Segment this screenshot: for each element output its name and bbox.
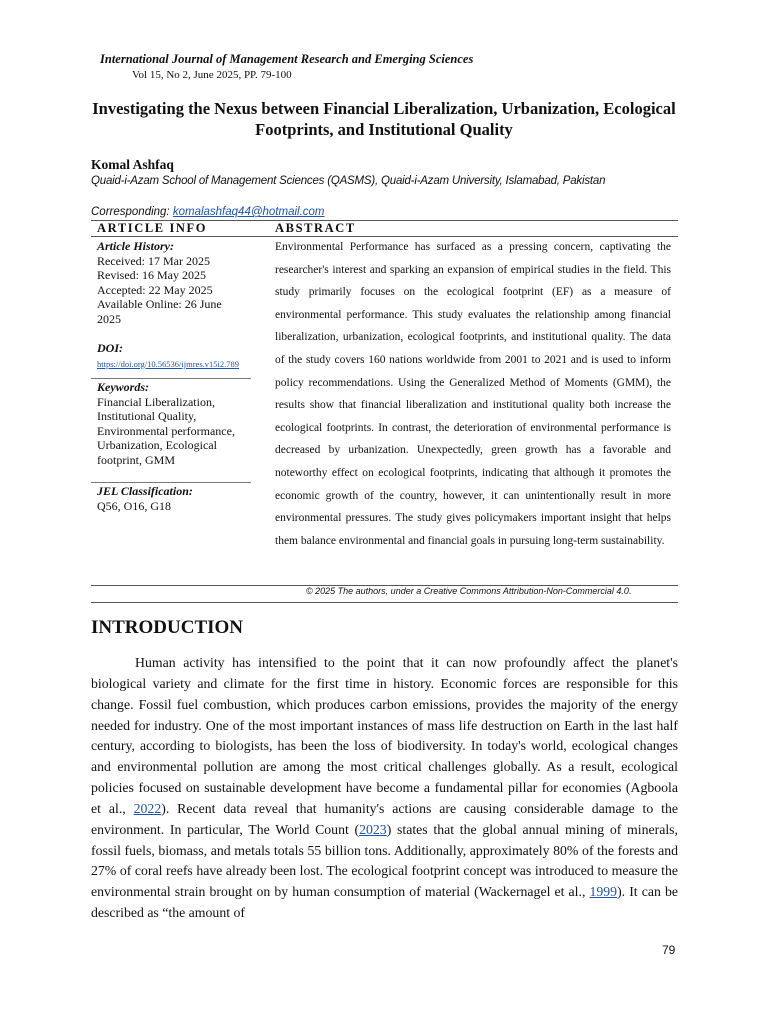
available-date: Available Online: 26 June 2025 <box>97 297 222 326</box>
corresponding-email-link[interactable]: komalashfaq44@hotmail.com <box>172 206 325 218</box>
intro-text-1: Human activity has intensified to the point that it can now profoundly affect the planet's biological variety and climate for the first time in history. Economic forces are responsible for this change. Fossil fuel combustion, which produces carbon emissions, provides the majority of the energy needed for industry. One of the most important instances of mass life destruction on Earth in the last half century, according to biologists, has been the loss of biodiversity. In today's world, ecological changes and environmental pollution are among the most critical challenges globally. As a result, ecological policies focused on sustainable development have become a fundamental pillar for economies (Agboola et al., <box>91 655 678 816</box>
corresponding-label: Corresponding: <box>91 206 170 218</box>
accepted-date: Accepted: 22 May 2025 <box>97 282 213 297</box>
introduction-heading: INTRODUCTION <box>91 617 244 638</box>
page-number: 79 <box>662 943 676 957</box>
divider-jel <box>91 482 251 483</box>
introduction-paragraph <box>91 653 678 924</box>
jel-label: JEL Classification: <box>97 484 193 498</box>
article-info-heading: ARTICLE INFO <box>97 221 208 235</box>
citation-link-1999[interactable]: 1999 <box>589 884 618 900</box>
intro-text-4: ). It can be described as “the amount of <box>91 884 678 921</box>
doi-link[interactable]: https://doi.org/10.56536/ijmres.v15i2.789 <box>97 358 239 369</box>
intro-text-2: ). Recent data reveal that humanity's actions are causing considerable damage to the environment. In particular, The World Count ( <box>91 800 678 837</box>
divider-copyright-bottom <box>91 602 678 603</box>
article-info-column <box>97 239 247 513</box>
abstract-heading: ABSTRACT <box>275 221 356 235</box>
volume-info: Vol 15, No 2, June 2025, PP. 79-100 <box>132 69 292 81</box>
revised-date: Revised: 16 May 2025 <box>97 268 206 282</box>
journal-name: International Journal of Management Research and Emerging Sciences <box>100 52 474 66</box>
divider-keywords <box>91 378 251 379</box>
citation-link-2022[interactable]: 2022 <box>133 800 162 816</box>
corresponding-line <box>91 206 325 218</box>
jel-codes: Q56, O16, G18 <box>97 498 171 513</box>
keywords-label: Keywords: <box>97 380 149 394</box>
keywords-text: Financial Liberalization, Institutional Quality, Environmental performance, Urbanization, Ecological footprint, GMM <box>97 394 235 467</box>
intro-text-3: ) states that the global annual mining of minerals, fossil fuels, biomass, and metals totals 55 billion tons. Additionally, approximately 80% of the forests and 27% of coral reefs have already been lost. The ecological footprint concept was introduced to measure the environmental strain brought on by human consumption of material (Wackernagel et al., <box>91 821 678 900</box>
history-label: Article History: <box>97 239 174 253</box>
paper-title: Investigating the Nexus between Financial Liberalization, Urbanization, Ecological Footprints, and Institutional Quality <box>92 99 676 139</box>
copyright-notice: © 2025 The authors, under a Creative Commons Attribution-Non-Commercial 4.0. <box>306 586 632 596</box>
author-affiliation: Quaid-i-Azam School of Management Sciences (QASMS), Quaid-i-Azam University, Islamabad, Pakistan <box>91 175 606 187</box>
citation-link-2023[interactable]: 2023 <box>359 821 387 837</box>
abstract-text: Environmental Performance has surfaced as a pressing concern, captivating the researcher's interest and sparking an expansion of empirical studies in the field. This study primarily focuses on the ecological footprint (EF) as a measure of environmental performance. This study evaluates the relationship among financial liberalization, urbanization, ecological footprints, and institutional quality. The data of the study covers 160 nations worldwide from 2001 to 2021 and is used to inform policy recommendations. Using the Generalized Method of Moments (GMM), the results show that financial liberalization and institutional quality both increase the ecological footprints. In contrast, the deterioration of environmental performance is decreased by urbanization. Unexpectedly, green growth has a favorable and noteworthy effect on ecological footprints, indicating that although it promotes the economic growth of the country, however, it can unintentionally result in more environmental pressures. The study gives policymakers important insight that helps them balance environmental and financial goals in pursuing long-term sustainability. <box>275 241 671 547</box>
author-name: Komal Ashfaq <box>91 157 174 172</box>
received-date: Received: 17 Mar 2025 <box>97 253 210 268</box>
doi-label: DOI: <box>97 341 123 355</box>
